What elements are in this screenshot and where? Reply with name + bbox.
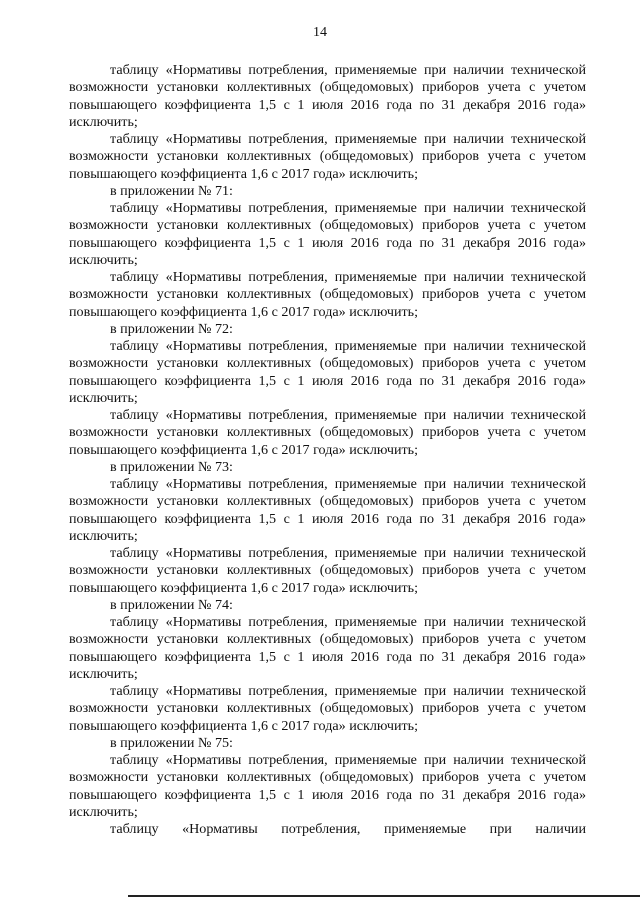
- appendix-heading: в приложении № 71:: [110, 182, 233, 199]
- appendix-heading: в приложении № 75:: [110, 734, 233, 751]
- paragraph: таблицу «Нормативы потребления, применяемые при наличии технической возможности установки коллективных (общедомовых) приборов учета с учетом повышающего коэффициента 1,6 с 2017 года» исключить;: [69, 545, 586, 596]
- paragraph: таблицу «Нормативы потребления, применяемые при наличии технической возможности установки коллективных (общедомовых) приборов учета с учетом повышающего коэффициента 1,5 с 1 июля 2016 года по 31 декабря 2016 года» исключить;: [69, 614, 586, 682]
- paragraph: таблицу «Нормативы потребления, применяемые при наличии технической возможности установки коллективных (общедомовых) приборов учета с учетом повышающего коэффициента 1,6 с 2017 года» исключить;: [69, 131, 586, 182]
- paragraph: таблицу «Нормативы потребления, применяемые при наличии технической возможности установки коллективных (общедомовых) приборов учета с учетом повышающего коэффициента 1,5 с 1 июля 2016 года по 31 декабря 2016 года» исключить;: [69, 200, 586, 268]
- paragraph: таблицу «Нормативы потребления, применяемые при наличии технической возможности установки коллективных (общедомовых) приборов учета с учетом повышающего коэффициента 1,6 с 2017 года» исключить;: [69, 407, 586, 458]
- paragraph: таблицу «Нормативы потребления, применяемые при наличии технической возможности установки коллективных (общедомовых) приборов учета с учетом повышающего коэффициента 1,6 с 2017 года» исключить;: [69, 683, 586, 734]
- appendix-heading: в приложении № 72:: [110, 320, 233, 337]
- paragraph: таблицу «Нормативы потребления, применяемые при наличии технической возможности установки коллективных (общедомовых) приборов учета с учетом повышающего коэффициента 1,5 с 1 июля 2016 года по 31 декабря 2016 года» исключить;: [69, 752, 586, 820]
- paragraph: таблицу «Нормативы потребления, применяемые при наличии технической возможности установки коллективных (общедомовых) приборов учета с учетом повышающего коэффициента 1,5 с 1 июля 2016 года по 31 декабря 2016 года» исключить;: [69, 476, 586, 544]
- document-body: [69, 62, 586, 838]
- appendix-heading: в приложении № 73:: [110, 458, 233, 475]
- paragraph: таблицу «Нормативы потребления, применяемые при наличии технической возможности установки коллективных (общедомовых) приборов учета с учетом повышающего коэффициента 1,5 с 1 июля 2016 года по 31 декабря 2016 года» исключить;: [69, 338, 586, 406]
- paragraph: таблицу «Нормативы потребления, применяемые при наличии технической возможности установки коллективных (общедомовых) приборов учета с учетом повышающего коэффициента 1,6 с 2017 года» исключить;: [69, 269, 586, 320]
- appendix-heading: в приложении № 74:: [110, 596, 233, 613]
- paragraph: таблицу «Нормативы потребления, применяемые при наличии технической возможности установки коллективных (общедомовых) приборов учета с учетом повышающего коэффициента 1,5 с 1 июля 2016 года по 31 декабря 2016 года» исключить;: [69, 62, 586, 130]
- bottom-rule: [128, 895, 640, 897]
- paragraph-continued: таблицу «Нормативы потребления, применяемые при наличии: [110, 821, 586, 837]
- page-number: 14: [313, 25, 327, 40]
